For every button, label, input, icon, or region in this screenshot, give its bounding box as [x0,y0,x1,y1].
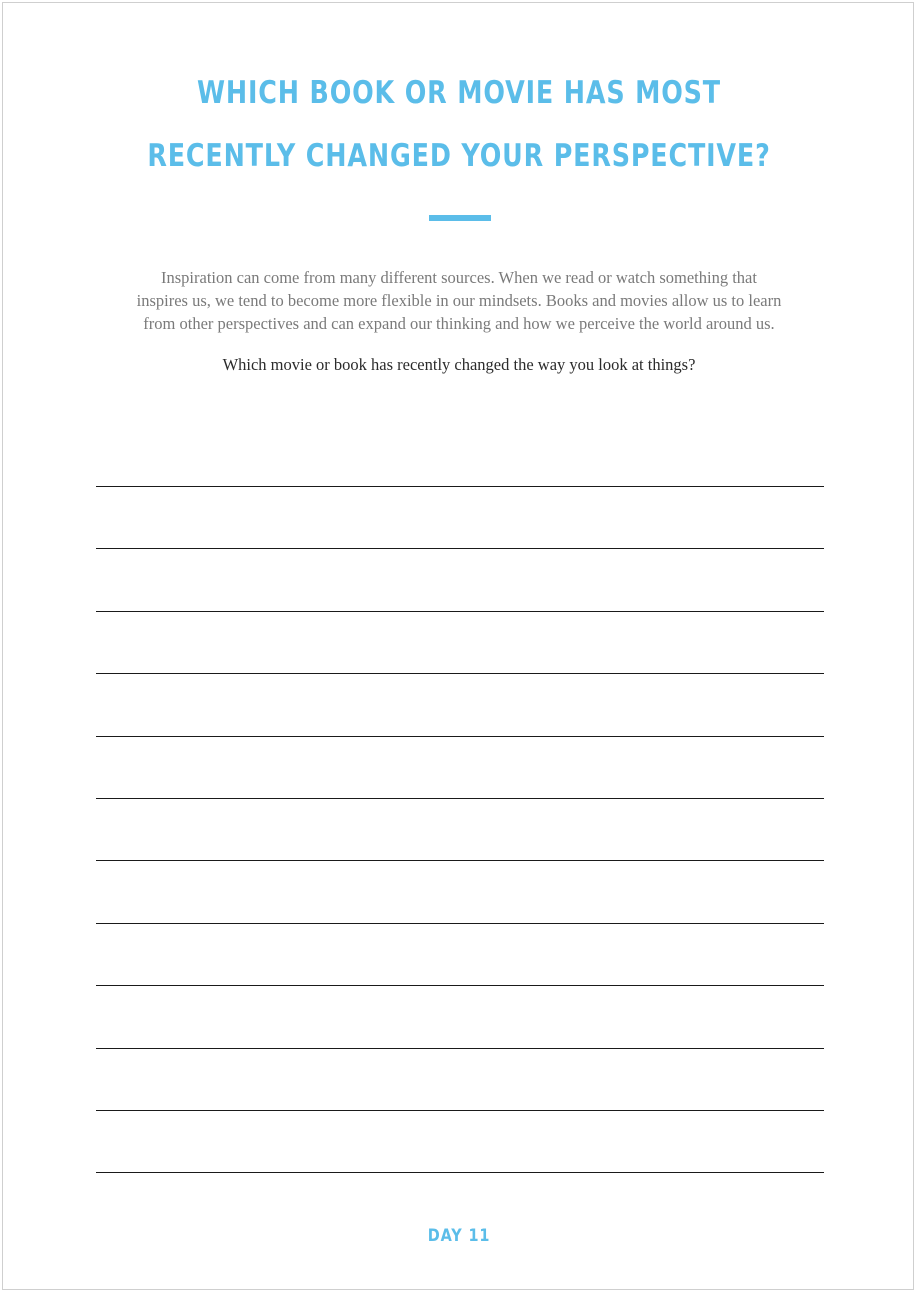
writing-line[interactable] [96,985,824,986]
writing-line[interactable] [96,860,824,861]
writing-line[interactable] [96,611,824,612]
writing-line[interactable] [96,548,824,549]
page-title-line-2: RECENTLY CHANGED YOUR PERSPECTIVE? [147,138,771,174]
writing-line[interactable] [96,486,824,487]
journal-page [2,2,914,1290]
writing-line[interactable] [96,1110,824,1111]
intro-line: from other perspectives and can expand our thinking and how we perceive the world around us. [143,314,775,333]
writing-line[interactable] [96,736,824,737]
day-label: DAY 11 [427,1226,491,1246]
intro-line: inspires us, we tend to become more flexible in our mindsets. Books and movies allow us to learn [136,291,782,310]
writing-line[interactable] [96,673,824,674]
writing-line[interactable] [96,1048,824,1049]
journal-prompt: Which movie or book has recently changed the way you look at things? [222,355,696,374]
writing-area[interactable] [96,3,824,1291]
writing-line[interactable] [96,798,824,799]
writing-line[interactable] [96,923,824,924]
intro-line: Inspiration can come from many different sources. When we read or watch something that [161,268,757,287]
writing-line[interactable] [96,1172,824,1173]
page-title-line-1: WHICH BOOK OR MOVIE HAS MOST [197,75,721,111]
